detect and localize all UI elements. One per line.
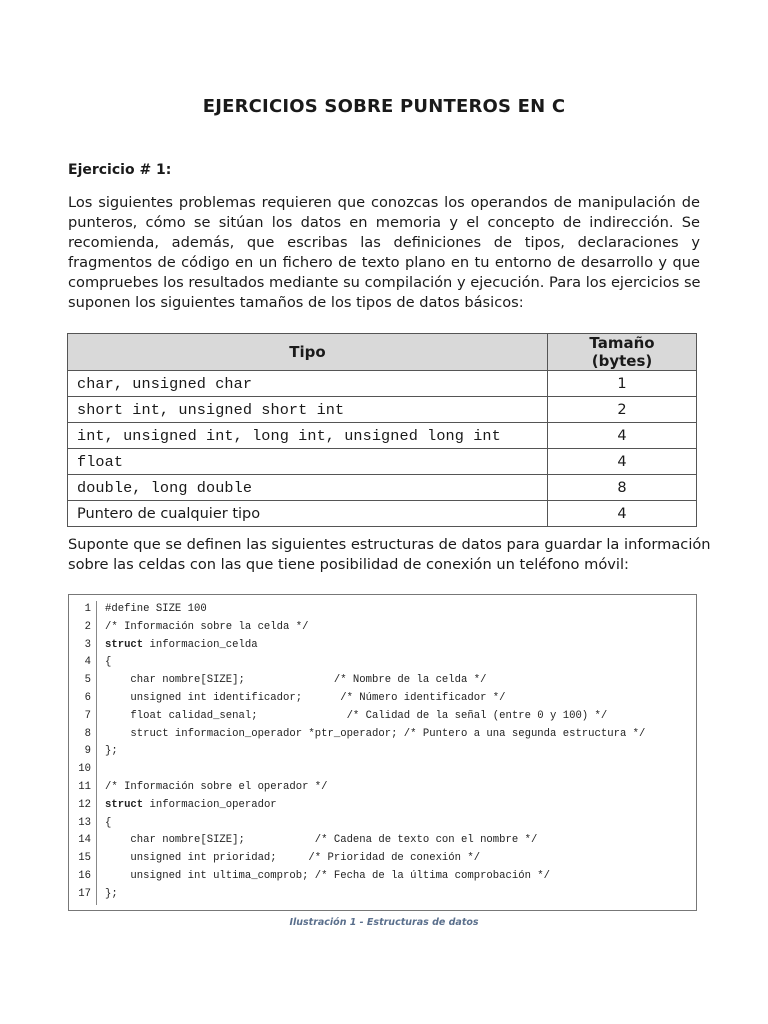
code-text: [105, 689, 506, 707]
code-segment: informacion_operador: [143, 798, 277, 811]
size-cell: 4: [548, 501, 697, 527]
code-line: [69, 725, 696, 743]
code-line: [69, 885, 696, 903]
code-text: [105, 796, 277, 814]
code-segment: informacion_celda: [143, 638, 258, 651]
code-segment: {: [105, 656, 112, 669]
code-segment: /* Información sobre la celda */: [105, 620, 309, 633]
intro-line: punteros, cómo se sitúan los datos en memoria y el concepto de indirección. Se: [68, 214, 700, 231]
code-text: [105, 814, 111, 832]
line-number: 16: [78, 870, 91, 882]
code-line: [69, 831, 696, 849]
type-size-table: [67, 333, 697, 527]
line-number: 1: [84, 603, 91, 615]
code-text: [105, 742, 118, 760]
code-segment: char nombre[SIZE]; /* Cadena de texto con el nombre */: [105, 834, 538, 847]
code-listing: [68, 594, 697, 911]
line-number: 2: [84, 620, 91, 633]
code-line: [69, 600, 696, 618]
structs-paragraph: [68, 535, 711, 575]
code-text: [105, 653, 111, 671]
code-segment: /* Información sobre el operador */: [105, 781, 328, 793]
code-segment: };: [105, 887, 118, 900]
code-text: [105, 671, 486, 689]
structs-line: sobre las celdas con las que tiene posibilidad de conexión un teléfono móvil:: [68, 556, 629, 573]
header-tamano: Tamaño (bytes): [548, 334, 697, 371]
tipo-cell: Puntero de cualquier tipo: [68, 501, 548, 527]
line-number: 8: [84, 727, 91, 740]
intro-line: fragmentos de código en un fichero de texto plano en tu entorno de desarrollo y que: [68, 254, 700, 271]
tipo-cell: short int, unsigned short int: [68, 397, 548, 423]
line-number: 14: [78, 834, 91, 847]
line-number: 3: [84, 638, 91, 651]
code-segment: {: [105, 816, 112, 829]
code-segment: unsigned int identificador; /* Número identificador */: [105, 692, 506, 704]
code-line: [69, 796, 696, 814]
code-keyword: struct: [105, 798, 144, 811]
code-text: [105, 600, 207, 618]
figure-caption: Ilustración 1 - Estructuras de datos: [289, 917, 479, 928]
code-line: [69, 636, 696, 654]
size-cell: 1: [548, 371, 697, 397]
line-number: 6: [84, 692, 91, 704]
table-row: [68, 371, 697, 397]
table-row: [68, 449, 697, 475]
code-text: [105, 618, 308, 636]
size-cell: 4: [548, 423, 697, 449]
code-line: [69, 760, 696, 778]
code-line: [69, 778, 696, 796]
code-line: [69, 689, 696, 707]
code-segment: char nombre[SIZE]; /* Nombre de la celda */: [105, 674, 487, 687]
tipo-cell: char, unsigned char: [68, 371, 548, 397]
size-cell: 4: [548, 449, 697, 475]
code-text: [105, 636, 258, 654]
code-line: [69, 707, 696, 725]
tipo-cell: int, unsigned int, long int, unsigned long int: [68, 423, 548, 449]
code-segment: unsigned int ultima_comprob; /* Fecha de la última comprobación */: [105, 870, 551, 882]
line-number: 15: [78, 852, 91, 865]
size-cell: 8: [548, 475, 697, 501]
line-number: 11: [78, 781, 91, 793]
code-text: [105, 867, 550, 885]
code-line: [69, 742, 696, 760]
line-number: 9: [84, 745, 91, 758]
intro-paragraph: [68, 193, 700, 313]
header-tipo: Tipo: [68, 334, 548, 371]
line-number: 17: [78, 887, 91, 900]
table-header-row: [68, 334, 697, 371]
code-line: [69, 618, 696, 636]
line-number: 12: [78, 798, 91, 811]
code-line: [69, 849, 696, 867]
code-text: [105, 778, 328, 796]
code-segment: };: [105, 745, 118, 758]
code-keyword: struct: [105, 638, 144, 651]
table-row: [68, 397, 697, 423]
code-line: [69, 671, 696, 689]
line-number: 4: [84, 656, 91, 669]
intro-line: Los siguientes problemas requieren que conozcas los operandos de manipulación de: [68, 194, 700, 211]
intro-line: compruebes los resultados mediante su compilación y ejecución. Para los ejercicios se: [68, 274, 701, 291]
line-number: 13: [78, 816, 91, 829]
size-cell: 2: [548, 397, 697, 423]
code-segment: float calidad_senal; /* Calidad de la señal (entre 0 y 100) */: [105, 709, 608, 722]
page-title: EJERCICIOS SOBRE PUNTEROS EN C: [202, 96, 566, 117]
code-text: [105, 831, 537, 849]
intro-line: recomienda, además, que escribas las definiciones de tipos, declaraciones y: [68, 234, 700, 251]
code-line: [69, 867, 696, 885]
exercise-heading: Ejercicio # 1:: [68, 162, 172, 178]
line-number: 10: [78, 763, 91, 776]
code-text: [105, 707, 607, 725]
code-text: [105, 725, 645, 743]
intro-line: suponen los siguientes tamaños de los tipos de datos básicos:: [68, 294, 524, 311]
structs-line: Suponte que se definen las siguientes estructuras de datos para guardar la información: [68, 536, 711, 553]
code-text: [105, 885, 118, 903]
tipo-cell: double, long double: [68, 475, 548, 501]
table-row: [68, 423, 697, 449]
code-text: [105, 849, 480, 867]
line-number: 7: [84, 709, 91, 722]
line-number: 5: [84, 674, 91, 687]
code-segment: #define SIZE 100: [105, 603, 207, 615]
table-row: [68, 501, 697, 527]
code-segment: unsigned int prioridad; /* Prioridad de conexión */: [105, 852, 481, 865]
tipo-cell: float: [68, 449, 548, 475]
code-segment: struct informacion_operador *ptr_operador; /* Puntero a una segunda estructura */: [105, 727, 646, 740]
code-line: [69, 814, 696, 832]
table-row: [68, 475, 697, 501]
code-line: [69, 653, 696, 671]
